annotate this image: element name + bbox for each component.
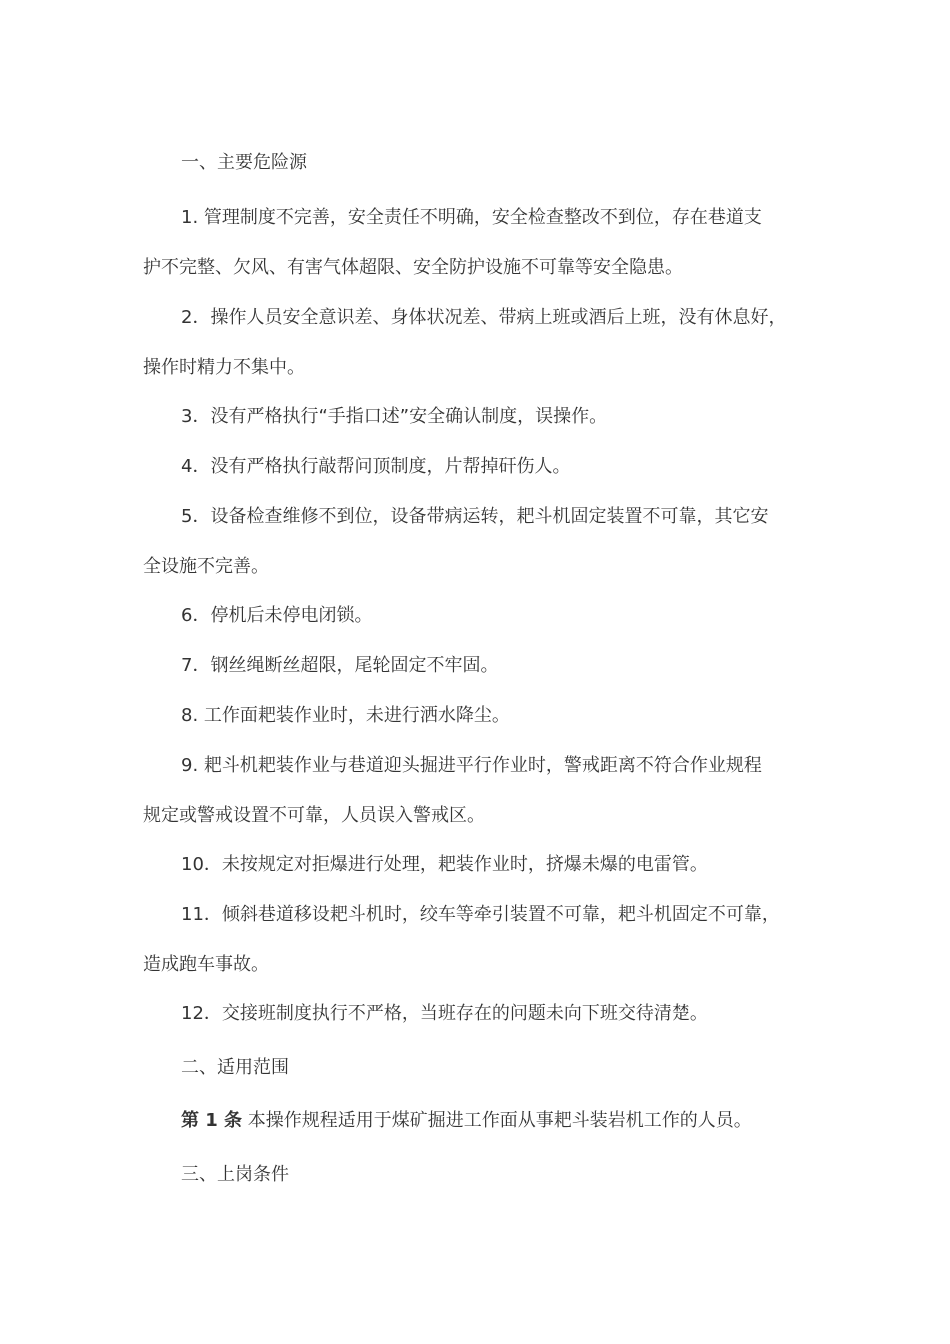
hazard-item-5-line1: 5．设备检查维修不到位，设备带病运转，耙斗机固定装置不可靠，其它安: [181, 506, 769, 527]
hazard-item-8: 8. 工作面耙装作业时，未进行洒水降尘。: [181, 705, 510, 726]
hazard-item-5-line2: 全设施不完善。: [143, 556, 269, 577]
hazard-item-12: 12．交接班制度执行不严格，当班存在的问题未向下班交待清楚。: [181, 1003, 708, 1024]
hazard-item-4: 4．没有严格执行敲帮问顶制度，片帮掉矸伤人。: [181, 456, 571, 477]
hazard-item-10: 10．未按规定对拒爆进行处理，耙装作业时，挤爆未爆的电雷管。: [181, 854, 708, 875]
section-heading-qualifications: 三、上岗条件: [181, 1164, 289, 1185]
hazard-item-9-line1: 9. 耙斗机耙装作业与巷道迎头掘进平行作业时，警戒距离不符合作业规程: [181, 755, 762, 776]
hazard-item-11-line1: 11．倾斜巷道移设耙斗机时，绞车等牵引装置不可靠，耙斗机固定不可靠，: [181, 904, 780, 925]
article-1-text: 本操作规程适用于煤矿掘进工作面从事耙斗装岩机工作的人员。: [242, 1110, 752, 1131]
article-1: [181, 1109, 752, 1133]
hazard-item-1-line2: 护不完整、欠风、有害气体超限、安全防护设施不可靠等安全隐患。: [143, 257, 683, 278]
hazard-item-7: 7．钢丝绳断丝超限，尾轮固定不牢固。: [181, 655, 499, 676]
hazard-item-6: 6．停机后未停电闭锁。: [181, 605, 373, 626]
hazard-item-2-line1: 2．操作人员安全意识差、身体状况差、带病上班或酒后上班，没有休息好，: [181, 307, 787, 328]
hazard-item-3: 3．没有严格执行“手指口述”安全确认制度，误操作。: [181, 406, 608, 427]
hazard-item-9-line2: 规定或警戒设置不可靠，人员误入警戒区。: [143, 805, 485, 826]
article-1-label: 第 1 条: [181, 1110, 243, 1131]
hazard-item-2-line2: 操作时精力不集中。: [143, 357, 305, 378]
hazard-item-1-line1: 1. 管理制度不完善，安全责任不明确，安全检查整改不到位，存在巷道支: [181, 207, 762, 228]
section-heading-scope: 二、适用范围: [181, 1057, 289, 1078]
section-heading-hazards: 一、主要危险源: [181, 152, 307, 173]
hazard-item-11-line2: 造成跑车事故。: [143, 954, 269, 975]
